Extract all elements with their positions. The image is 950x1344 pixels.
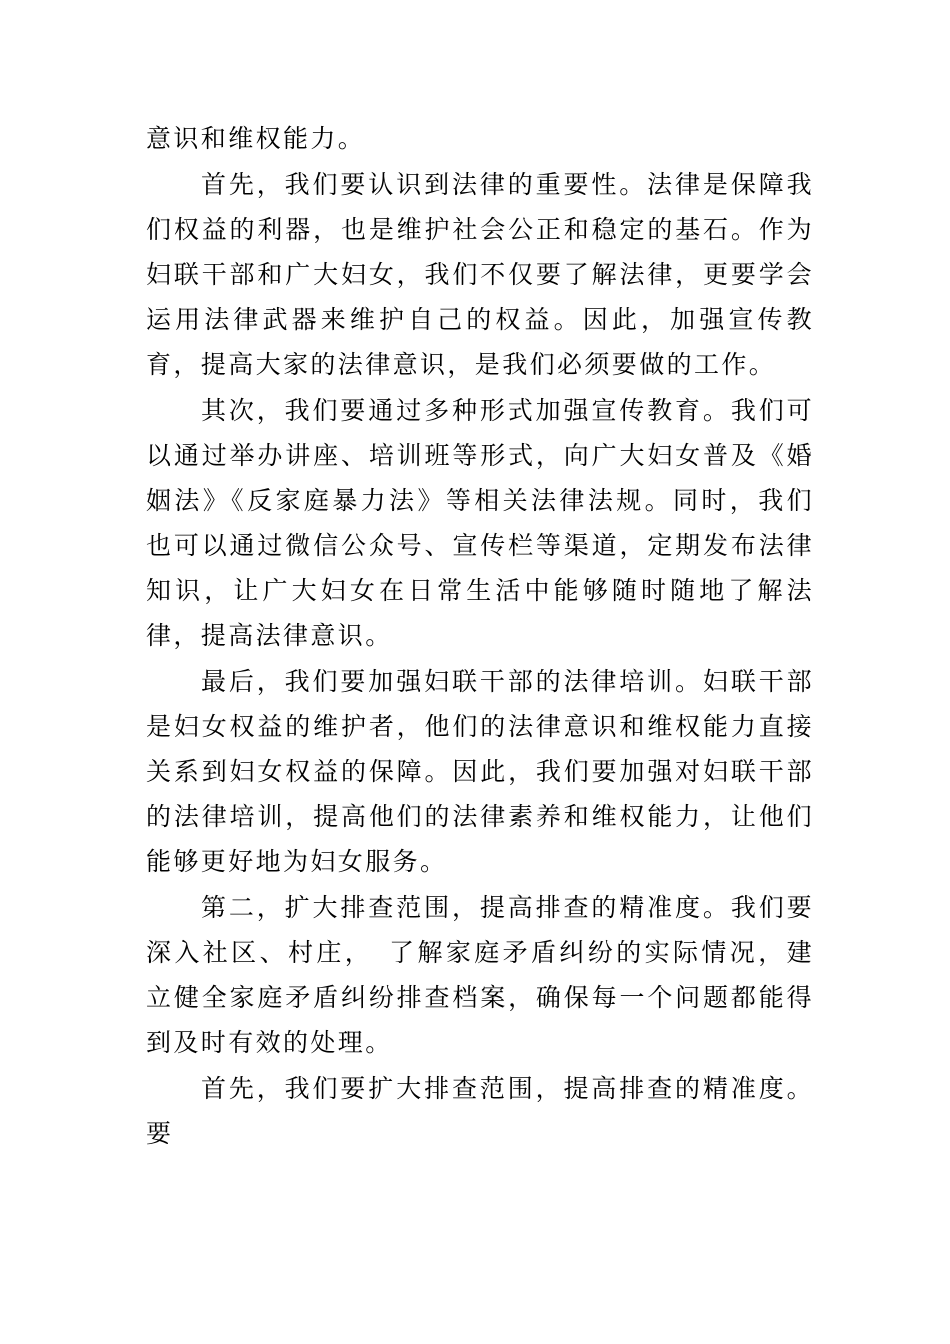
- paragraph-first-expand-scope: 首先，我们要扩大排查范围，提高排查的精准度。要: [146, 1074, 814, 1148]
- paragraph-publicity-education: 其次，我们要通过多种形式加强宣传教育。我们可以通过举办讲座、培训班等形式，向广大妇女普及《婚姻法》《反家庭暴力法》等相关法律法规。同时，我们也可以通过微信公众号、宣传栏等渠道，定期发布法律知识，让广大妇女在日常生活中能够随时随地了解法律，提高法律意识。: [146, 396, 814, 650]
- paragraph-continuation: 意识和维权能力。: [146, 124, 366, 153]
- paragraph-expand-investigation: 第二，扩大排查范围，提高排查的精准度。我们要深入社区、村庄， 了解家庭矛盾纠纷的实际情况，建立健全家庭矛盾纠纷排查档案，确保每一个问题都能得到及时有效的处理。: [146, 893, 814, 1057]
- body-text: [146, 116, 814, 1156]
- paragraph-law-importance: 首先，我们要认识到法律的重要性。法律是保障我们权益的利器，也是维护社会公正和稳定的基石。作为妇联干部和广大妇女，我们不仅要了解法律，更要学会运用法律武器来维护自己的权益。因此，加强宣传教育，提高大家的法律意识，是我们必须要做的工作。: [146, 170, 814, 379]
- paragraph-cadre-training: 最后，我们要加强妇联干部的法律培训。妇联干部是妇女权益的维护者，他们的法律意识和维权能力直接关系到妇女权益的保障。因此，我们要加强对妇联干部的法律培训，提高他们的法律素养和维权能力，让他们能够更好地为妇女服务。: [146, 667, 814, 876]
